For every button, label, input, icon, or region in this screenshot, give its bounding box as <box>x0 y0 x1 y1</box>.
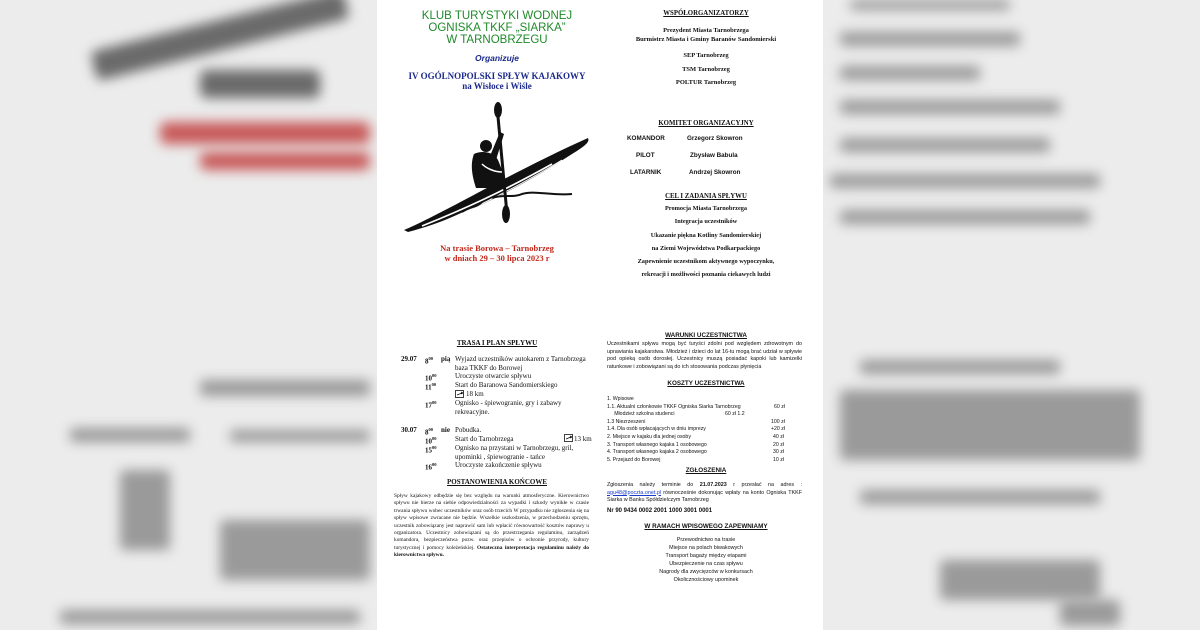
cost-price: +20 zł <box>771 426 785 433</box>
cost-price: 40 zł <box>773 433 784 440</box>
cost-row <box>607 404 787 412</box>
cost-row <box>607 457 787 465</box>
costs-list <box>607 396 787 464</box>
entry-text: Pobudka. <box>455 426 482 434</box>
plan-entry <box>455 399 600 416</box>
cost-price: 60 zł 1.2 <box>725 411 745 418</box>
bg-shape <box>70 428 190 442</box>
minutes: 00 <box>428 356 433 361</box>
cost-row <box>607 411 787 419</box>
goals <box>609 192 803 282</box>
cost-row <box>607 434 787 442</box>
entry-text: Uroczyste otwarcie spływu <box>455 372 532 380</box>
included-item: Przewodnictwo na trasie <box>676 537 736 543</box>
hour: 10 <box>425 374 432 383</box>
organizes-label: Organizuje <box>475 53 519 63</box>
hour: 16 <box>425 463 432 472</box>
date: 29.07 <box>401 355 417 363</box>
hour: 11 <box>425 383 432 392</box>
day2-date <box>401 426 417 435</box>
time <box>425 399 437 410</box>
committee-row <box>627 135 797 152</box>
entry-text: Start do Baranowa Sandomierskiego <box>455 381 558 389</box>
plan-entry <box>455 355 600 372</box>
minutes: 00 <box>432 436 437 441</box>
entry-text: Start do Tarnobrzega <box>455 435 514 443</box>
bg-shape <box>840 100 1060 114</box>
reg-text: równocześnie dokonując wpłaty na konto Ogniska TKKF Siarka w Banku Spółdzielczym Tarnobrzeg <box>607 489 802 504</box>
bg-shape <box>840 138 1050 152</box>
cost-label: 2. Miejsce w kajaku dla jednej osoby <box>607 433 691 440</box>
minutes: 00 <box>431 382 437 387</box>
distance: 18 km <box>466 390 484 398</box>
minutes: 00 <box>432 373 437 378</box>
hour: 8 <box>425 357 429 366</box>
time <box>425 355 433 366</box>
day1-dow: pią <box>441 355 451 363</box>
route-dates <box>397 243 597 263</box>
co-organizers <box>609 10 803 87</box>
registration-text <box>607 482 802 505</box>
bg-shape <box>160 122 370 144</box>
goals-heading: CEL I ZADANIA SPŁYWU <box>665 193 747 200</box>
bg-shape <box>120 470 170 550</box>
committee-role: LATARNIK <box>630 169 662 176</box>
cost-row <box>607 442 787 450</box>
bg-shape <box>850 0 1010 10</box>
bg-shape <box>60 610 360 624</box>
bg-shape <box>840 390 1140 460</box>
coorg-item: SEP Tarnobrzeg <box>683 52 729 60</box>
reg-text: Zgłoszenia należy terminie do <box>607 482 694 488</box>
final-heading: POSTANOWIENIA KOŃCOWE <box>446 478 548 486</box>
goal-item: rekreacji i możliwości poznania ciekawych ludzi <box>641 271 771 279</box>
coorg-heading: WSPÓŁORGANIZATORZY <box>663 10 749 17</box>
hour: 17 <box>425 401 432 410</box>
hour: 10 <box>425 437 432 446</box>
bg-shape <box>840 210 1090 224</box>
bg-shape <box>1060 600 1120 626</box>
cost-label: 1.4. Dla osób wpłacających w dniu imprezy <box>607 426 706 433</box>
committee-name: Andrzej Skowron <box>689 169 741 176</box>
bg-shape <box>90 0 350 81</box>
club-line: W TARNOBRZEGU <box>446 34 548 46</box>
time <box>425 461 437 472</box>
minutes: 00 <box>432 400 437 405</box>
cost-price: 60 zł <box>774 403 785 410</box>
bank-account: Nr 90 9434 0002 2001 1000 3001 0001 <box>607 508 713 514</box>
hour: 8 <box>425 428 429 437</box>
cost-row <box>607 419 787 427</box>
cost-label: 1. Wpisowe <box>607 396 634 402</box>
leaflet-page <box>377 0 823 630</box>
committee-role: PILOT <box>636 152 655 159</box>
included-item: Okolicznościowy upominek <box>673 577 739 584</box>
committee-row <box>627 152 797 169</box>
included-list <box>609 536 803 585</box>
bg-shape <box>860 490 1100 504</box>
email-link[interactable]: agu48@poczta.onet.pl <box>607 489 662 496</box>
goal-item: Ukazanie piękna Kotliny Sandomierskiej <box>650 231 762 239</box>
hour: 15 <box>425 446 432 455</box>
entry-text: Uroczyste zakończenie spływu <box>455 461 542 469</box>
entry-text: baza TKKF do Borowej <box>455 363 523 372</box>
minutes: 00 <box>432 445 437 450</box>
event-title: IV OGÓLNOPOLSKI SPŁYW KAJAKOWY <box>408 71 586 81</box>
plan-entry <box>455 444 600 461</box>
committee-name: Grzegorz Skowron <box>687 135 743 142</box>
goal-item: Zapewnienie uczestnikom aktywnego wypoczynku, <box>637 258 775 266</box>
cost-label: Młodzież szkolna studenci <box>607 411 675 418</box>
canoe-icon <box>455 390 464 398</box>
committee-name: Zbysław Babula <box>690 152 738 159</box>
cost-label: 1.1. Aktualni członkowie TKKF Ogniska Siarka Tarnobrzeg <box>607 403 741 410</box>
included-item: Ubezpieczenie na czas spływu <box>669 561 743 568</box>
cost-label: 5. Przejazd do Borowej <box>607 456 661 463</box>
coorg-item: POLTUR Tarnobrzeg <box>675 79 737 87</box>
final-provisions <box>394 493 589 560</box>
dates-line: w dniach 29 – 30 lipca 2023 r <box>444 253 550 263</box>
final-bold-text: Ostateczna interpretacja regulaminu należy do kierownictwa spływu. <box>394 544 589 559</box>
distance: 13 km <box>574 435 592 443</box>
entry-text: rekreacyjne. <box>455 407 490 416</box>
day1-date <box>401 355 417 364</box>
conditions-text: Uczestnikami spływu mogą być turyści zdolni pod względem zdrowotnym do uprawiania kajakarstwa. Młodzież i dzieci do lat 16-tu mogą brać udział w spływie pod opieką osób dorosłej. Uczestnicy muszą posiadać kapoki lub kamizelki ratunkowe i zobowiązani są do ich stosowania podczas płynięcia <box>607 341 802 370</box>
route-line: Na trasie Borowa – Tarnobrzeg <box>440 243 554 253</box>
club-header <box>397 10 597 91</box>
date: 30.07 <box>401 426 417 434</box>
coorg-item: Burmistrz Miasta i Gminy Baranów Sandomierski <box>635 35 777 43</box>
registration-heading: ZGŁOSZENIA <box>685 467 727 474</box>
goal-item: na Ziemi Województwa Podkarpackiego <box>651 244 761 252</box>
cost-price: 10 zł <box>773 456 784 463</box>
bg-shape <box>220 520 370 580</box>
bg-shape <box>200 70 320 98</box>
event-subtitle: na Wisłoce i Wiśle <box>462 81 532 91</box>
reg-deadline: 21.07.2023 <box>699 482 727 488</box>
entry-text: upominki , śpiewogranie - tańce <box>455 452 546 461</box>
included-item: Transport bagaży między etapami <box>665 553 747 560</box>
cost-price: 100 zł <box>771 418 785 425</box>
reg-text: r przesłać na adres : <box>733 482 802 488</box>
cost-label: 4. Transport własnego kajaka 2 osobowego <box>607 449 707 456</box>
club-line: OGNISKA TKKF „SIARKA” <box>428 22 566 34</box>
bg-shape <box>200 380 370 396</box>
plan-heading: TRASA I PLAN SPŁYWU <box>456 339 538 347</box>
coorg-item: TSM Tarnobrzeg <box>682 65 730 73</box>
coorg-item: Prezydent Miasta Tarnobrzega <box>663 27 749 35</box>
final-text: Spływ kajakowy odbędzie się bez względu na warunki atmosferyczne. Kierownictwo spływu nie bierze na siebie odpowiedzialności za wypadki i szkody wynikłe w czasie trwania spływu wobec uczestników oraz osób trzecich W przypadku nie zgłoszenia się na spływ wpisowe zwracane nie będzie. Wszelkie uszkodzenia, w przechodzeniu sprzętu, uczestnik zobowiązany jest naprawić sam lub wpłacić równowartość kosztów naprawy u organizatora. Uczestnicy zobowiązani są do przestrzegania regulaminu, zarządzeń komandora, bezpieczeństwa pozw. oraz przepisów o ochronie przyrody, kultury turystycznej i pomocy koleżeńskiej. <box>394 493 589 551</box>
cost-price: 20 zł <box>773 441 784 448</box>
entry-text: Wyjazd uczestników autokarem z Tarnobrzega <box>455 355 586 363</box>
cost-label: 3. Transport własnego kajaka 1 osobowego <box>607 441 707 448</box>
included-item: Miejsce na polach biwakowych <box>669 545 743 552</box>
bg-shape <box>230 430 370 442</box>
cost-row <box>607 426 787 434</box>
time <box>425 381 436 392</box>
committee-list <box>627 135 797 186</box>
cost-label: 1.3 Niezrzeszeni <box>607 418 646 425</box>
committee-row <box>627 169 797 186</box>
bg-shape <box>840 66 980 80</box>
cost-price: 30 zł <box>773 449 784 456</box>
bg-shape <box>200 152 370 170</box>
bg-shape <box>830 174 1100 188</box>
day2-dow: nie <box>441 426 450 434</box>
canoe-icon <box>564 434 573 442</box>
goal-item: Promocja Miasta Tarnobrzega <box>664 205 748 212</box>
bg-shape <box>840 32 1020 46</box>
conditions-heading: WARUNKI UCZESTNICTWA <box>665 332 747 339</box>
bg-shape <box>860 360 1060 374</box>
kayaker-illustration <box>402 102 592 234</box>
minutes: 00 <box>432 462 437 467</box>
cost-row <box>607 449 787 457</box>
included-heading: W RAMACH WPISOWEGO ZAPEWNIAMY <box>644 523 768 530</box>
entry-text: Ognisko - śpiewogranie, gry i zabawy <box>455 399 562 407</box>
minutes: 00 <box>428 427 433 432</box>
committee-heading: KOMITET ORGANIZACYJNY <box>658 120 754 127</box>
bg-shape <box>940 560 1100 600</box>
entry-text: Ognisko na przystani w Tarnobrzegu, gril, <box>455 444 574 452</box>
club-line: KLUB TURYSTYKI WODNEJ <box>421 10 573 22</box>
time <box>425 444 437 455</box>
costs-heading: KOSZTY UCZESTNICTWA <box>667 380 745 387</box>
cost-row <box>607 396 787 404</box>
committee-role: KOMANDOR <box>627 135 665 142</box>
included-item: Nagrody dla zwycięzców w konkursach <box>659 569 753 576</box>
goal-item: Integracja uczestników <box>674 218 738 226</box>
